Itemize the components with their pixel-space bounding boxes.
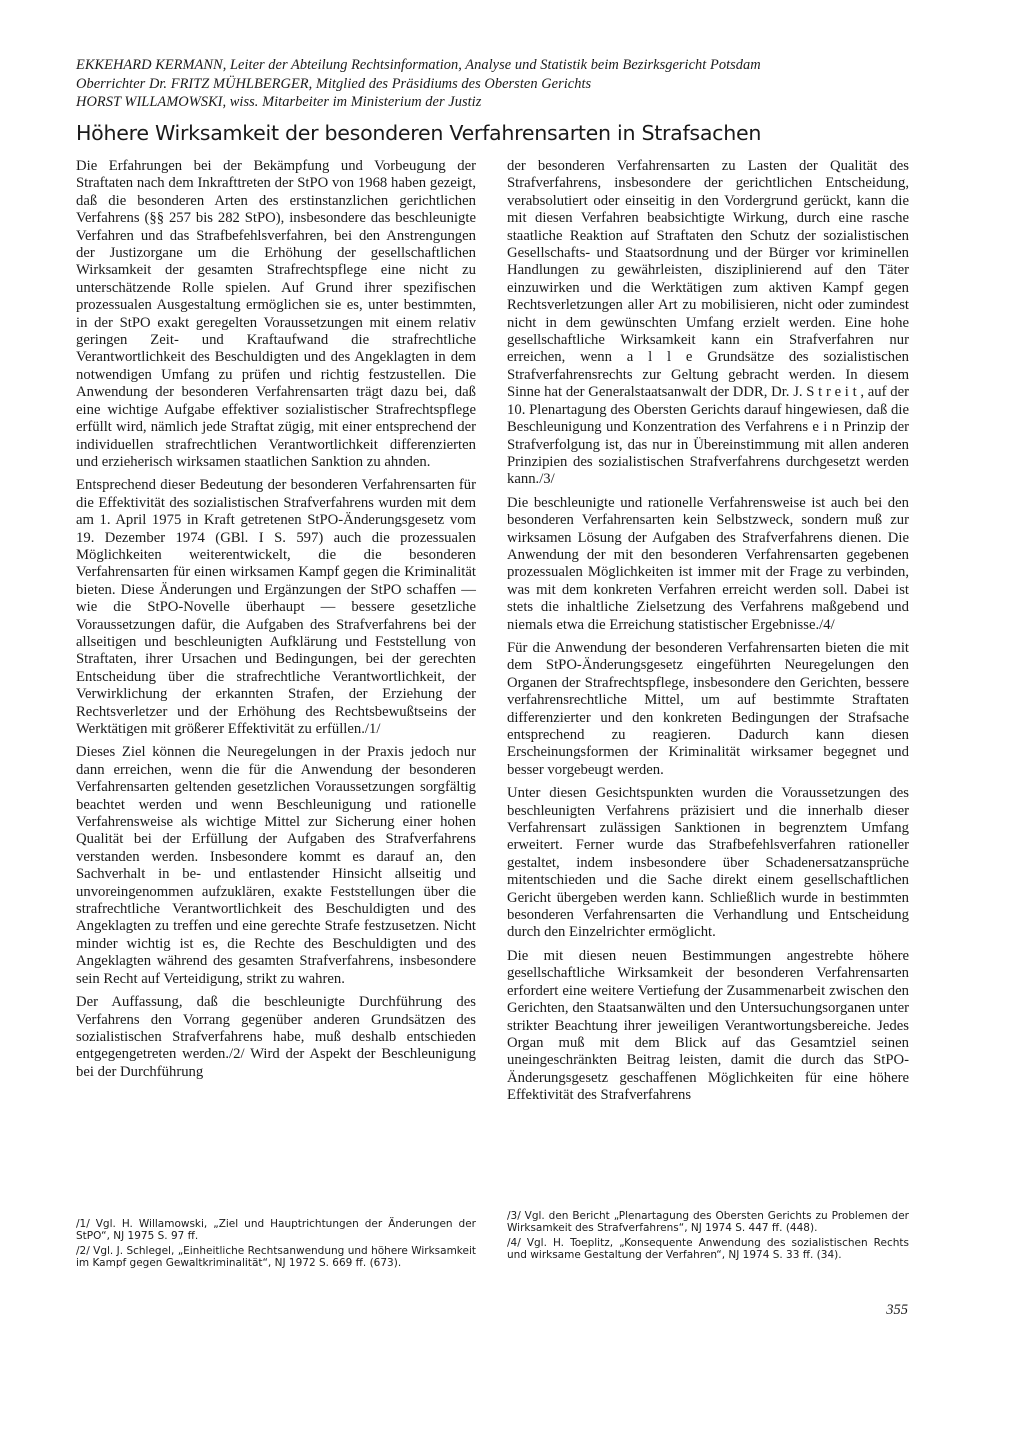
paragraph: Unter diesen Gesichtspunkten wurden die Voraussetzungen des beschleunigten Verfahrens präzisiert und die innerhalb dieser Verfahrensart zulässigen Sanktionen in begrenztem Umfang erweitert. Ferner wurde das Strafbefehlsverfahren rationeller gestaltet, indem insbesondere über Schadenersatzansprüche mitentschieden und die Sache direkt einem gesellschaftlichen Gericht übergeben werden kann. Schließlich wurde in bestimmten besonderen Verfahrensarten die Verhandlung und Entscheidung durch den Einzelrichter ermöglicht. [507, 785, 909, 941]
footnote: /2/ Vgl. J. Schlegel, „Einheitliche Rechtsanwendung und höhere Wirksamkeit im Kampf gegen Gewaltkriminalität“, NJ 1972 S. 669 ff. (673). [76, 1244, 476, 1270]
paragraph: Für die Anwendung der besonderen Verfahrensarten bieten die mit dem StPO-Änderungsgesetz eingeführten Neuregelungen den Organen der Strafrechtspflege, insbesondere den Gerichten, bessere verfahrensrechtliche Mittel, um auf bestimmte Straftaten differenzierter und den konkreten Bedingungen der Strafsache entsprechend zu reagieren. Dadurch kann diesen Erscheinungsformen der Kriminalität wirksamer begegnet und besser vorgebeugt werden. [507, 639, 909, 778]
footnote: /3/ Vgl. den Bericht „Plenartagung des Obersten Gerichts zu Problemen der Wirksamkeit des Strafverfahrens“, NJ 1974 S. 447 ff. (448). [507, 1210, 909, 1235]
left-column [76, 158, 476, 1087]
paragraph: Die beschleunigte und rationelle Verfahrensweise ist auch bei den besonderen Verfahrensarten kein Selbstzweck, sondern muß zur wirksamen Lösung der Aufgaben des Strafverfahrens dienen. Die Anwendung der mit den besonderen Verfahrensarten gegebenen prozessualen Möglichkeiten ist immer mit der Frage zu verbinden, was mit dem konkreten Verfahren erreicht werden soll. Dabei ist stets die inhaltliche Zielsetzung des Verfahrens maßgebend und niemals etwa die Erreichung statistischer Ergebnisse./4/ [507, 494, 909, 633]
right-column [507, 158, 909, 1111]
paragraph: Entsprechend dieser Bedeutung der besonderen Verfahrensarten für die Effektivität des sozialistischen Strafverfahrens wurden mit dem am 1. April 1975 in Kraft getretenen StPO-Änderungsgesetz vom 19. Dezember 1974 (GBl. I S. 597) auch die prozessualen Möglichkeiten weiterentwickelt, die die besonderen Verfahrensarten für einen wirksamen Kampf gegen die Kriminalität bieten. Diese Änderungen und Ergänzungen der StPO schaffen — wie die StPO-Novelle überhaupt — bessere gesetzliche Voraussetzungen dafür, die Aufgaben des Strafverfahrens bei der allseitigen und beschleunigten Aufklärung und Feststellung von Straftaten, ihrer Ursachen und Bedingungen, bei der gerechten Entscheidung über die strafrechtliche Verantwortlichkeit, der Verwirklichung der erkannten Strafen, der Erziehung der Rechtsverletzer und der Erhöhung des Rechtsbewußtseins der Werktätigen mit größerer Effektivität zu erfüllen./1/ [76, 477, 476, 737]
author-line: HORST WILLAMOWSKI, wiss. Mitarbeiter im Ministerium der Justiz [76, 94, 482, 110]
paragraph: der besonderen Verfahrensarten zu Lasten der Qualität des Strafverfahrens, insbesondere der gerichtlichen Entscheidung, verabsolutiert oder einseitig in den Vordergrund gerückt, kann die mit diesen Verfahren beabsichtigte Wirkung, durch eine rasche staatliche Reaktion auf Straftaten den Schutz der sozialistischen Gesellschafts- und Staatsordnung und der Bürger vor kriminellen Handlungen zu gewährleisten, disziplinierend auf den Täter einzuwirken und die Werktätigen zum aktiven Kampf gegen Rechtsverletzungen aller Art zu mobilisieren, nicht oder zumindest nicht in dem gewünschten Umfang erzielt werden. Eine hohe gesellschaftliche Wirksamkeit kann ein Strafverfahren nur erreichen, wenn a l l e Grundsätze des sozialistischen Strafverfahrensrechts zur Geltung gebracht werden. In diesem Sinne hat der Generalstaatsanwalt der DDR, Dr. J. S t r e i t , auf der 10. Plenartagung des Obersten Gerichts darauf hingewiesen, daß die Beschleunigung und Konzentration des Verfahrens e i n Prinzip der Strafverfolgung ist, das nur in Übereinstimmung mit allen anderen Prinzipien des sozialistischen Strafverfahrens durchgesetzt werden kann./3/ [507, 158, 909, 488]
author-block [76, 56, 916, 112]
paragraph: Dieses Ziel können die Neuregelungen in der Praxis jedoch nur dann erreichen, wenn die für die Anwendung der besonderen Verfahrensarten geltenden gesetzlichen Voraussetzungen sorgfältig beachtet werden und wenn Beschleunigung und rationelle Verfahrensweise als wichtige Mittel zur Sicherung einer hohen Qualität bei der Erfüllung der Aufgaben des Strafverfahrens verstanden werden. Insbesondere kommt es darauf an, den Sachverhalt in be- und entlastender Hinsicht allseitig und unvoreingenommen aufzuklären, exakte Feststellungen über die strafrechtliche Verantwortlichkeit des Beschuldigten und des Angeklagten zu treffen und eine gerechte Strafe festzusetzen. Nicht minder wichtig ist es, die Rechte des Beschuldigten und des Angeklagten während des gesamten Strafverfahrens, insbesondere sein Recht auf Verteidigung, strikt zu wahren. [76, 744, 476, 987]
paragraph: Die Erfahrungen bei der Bekämpfung und Vorbeugung der Straftaten nach dem Inkrafttreten der StPO von 1968 haben gezeigt, daß die besonderen Arten des erstinstanzlichen gerichtlichen Verfahrens (§§ 257 bis 282 StPO), insbesondere das beschleunigte Verfahren und das Strafbefehlsverfahren, bei den Anstrengungen der Justizorgane um die Erhöhung der gesellschaftlichen Wirksamkeit der gesamten Strafrechtspflege eine nicht zu unterschätzende Rolle spielen. Auf Grund ihrer spezifischen prozessualen Ausgestaltung ermöglichen sie es, unter bestimmten, in der StPO exakt geregelten Voraussetzungen mit einem relativ geringen Zeit- und Kraftaufwand die strafrechtliche Verantwortlichkeit des Beschuldigten und des Angeklagten in dem notwendigen Umfang zu prüfen und richtig festzustellen. Die Anwendung der besonderen Verfahrensarten trägt dazu bei, daß eine wichtige Aufgabe effektiver sozialistischer Strafrechtspflege erfüllt wird, nämlich jede Straftat zügig, mit einer entsprechend der individuellen strafrechtlichen Verantwortlichkeit differenzierten und erzieherisch wirksamen staatlichen Sanktion zu ahnden. [76, 158, 476, 470]
article-title: Höhere Wirksamkeit der besonderen Verfahrensarten in Strafsachen [76, 121, 762, 145]
paragraph: Die mit diesen neuen Bestimmungen angestrebte höhere gesellschaftliche Wirksamkeit der besonderen Verfahrensarten erfordert eine weitere Vertiefung der Zusammenarbeit zwischen den Gerichten, den Staatsanwälten und den Untersuchungsorganen unter strikter Beachtung ihrer jeweiligen Verantwortungsbereiche. Jedes Organ muß mit dem Blick auf das Gesamtziel seinen uneingeschränkten Beitrag leisten, damit die durch das StPO-Änderungsgesetz geschaffenen Möglichkeiten für eine höhere Effektivität des Strafverfahrens [507, 947, 909, 1104]
footnotes-right [507, 1210, 909, 1264]
footnotes-left [76, 1218, 476, 1272]
author-line: Oberrichter Dr. FRITZ MÜHLBERGER, Mitglied des Präsidiums des Obersten Gerichts [76, 75, 592, 92]
footnote: /4/ Vgl. H. Toeplitz, „Konsequente Anwendung des sozialistischen Rechts und wirksame Gestaltung der Verfahren“, NJ 1974 S. 33 ff. (34). [507, 1236, 909, 1262]
page-number: 355 [886, 1302, 908, 1318]
author-line: EKKEHARD KERMANN, Leiter der Abteilung Rechtsinformation, Analyse und Statistik beim Bezirksgericht Potsdam [76, 57, 761, 73]
footnote: /1/ Vgl. H. Willamowski, „Ziel und Hauptrichtungen der Änderungen der StPO“, NJ 1975 S. 97 ff. [76, 1218, 476, 1243]
paragraph: Der Auffassung, daß die beschleunigte Durchführung des Verfahrens den Vorrang gegenüber anderen Grundsätzen des sozialistischen Strafverfahrens habe, muß deshalb entschieden entgegengetreten werden./2/ Wird der Aspekt der Beschleunigung bei der Durchführung [76, 994, 476, 1080]
